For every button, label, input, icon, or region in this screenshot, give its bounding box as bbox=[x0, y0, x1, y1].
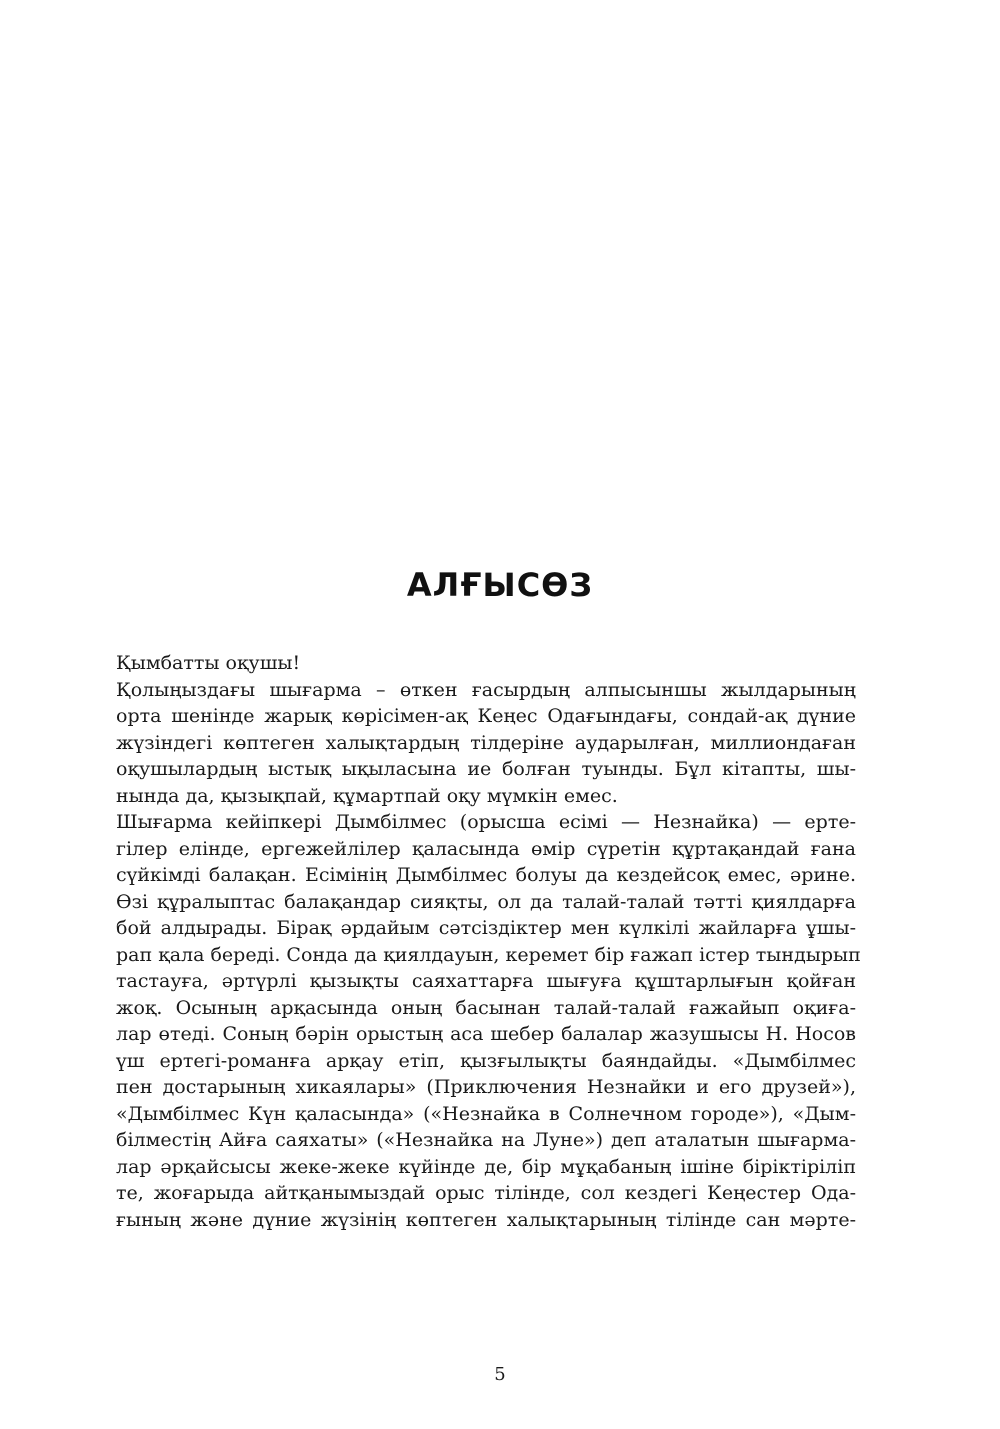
text-line: гілер елінде, ергежейлілер қаласында өмір сүретін құртақандай ғана bbox=[116, 837, 856, 860]
body-text bbox=[116, 650, 861, 1233]
text-line: лар өтеді. Соның бәрін орыстың аса шебер балалар жазушысы Н. Носов bbox=[116, 1023, 856, 1045]
text-line: «Дымбілмес Күн қаласында» («Незнайка в Солнечном городе»), «Дым- bbox=[116, 1102, 856, 1125]
text-line: рап қала береді. Сонда да қиялдауын, керемет бір ғажап істер тындырып bbox=[116, 943, 861, 966]
text-line: жоқ. Осының арқасында оның басынан талай-талай ғажайып оқиға- bbox=[116, 996, 856, 1019]
text-line: білместің Айға саяхаты» («Незнайка на Луне») деп аталатын шығарма- bbox=[116, 1129, 856, 1151]
text-line: те, жоғарыда айтқанымыздай орыс тілінде, сол кездегі Кеңестер Ода- bbox=[116, 1182, 856, 1204]
text-line: тастауға, әртүрлі қызықты саяхаттарға шығуға құштарлығын қойған bbox=[116, 970, 856, 992]
page-number: 5 bbox=[494, 1364, 506, 1385]
text-line: лар әрқайсысы жеке-жеке күйінде де, бір мұқабаның ішіне біріктіріліп bbox=[116, 1155, 856, 1178]
text-line: Өзі құралыптас балақандар сияқты, ол да талай-талай тәтті қиялдарға bbox=[116, 890, 856, 913]
page-title: АЛҒЫСӨЗ bbox=[406, 566, 594, 604]
text-line: бой алдырады. Бірақ әрдайым сәтсіздіктер мен күлкілі жайларға ұшы- bbox=[116, 917, 856, 939]
text-line: ғының және дүние жүзінің көптеген халықтарының тілінде сан мәрте- bbox=[116, 1208, 856, 1231]
text-line: үш ертегі-романға арқау етіп, қызғылықты баяндайды. «Дымбілмес bbox=[116, 1049, 856, 1072]
text-line: нында да, қызықпай, құмартпай оқу мүмкін емес. bbox=[116, 784, 618, 807]
text-line: Қолыңыздағы шығарма – өткен ғасырдың алпысыншы жылдарының bbox=[116, 678, 856, 701]
text-line: орта шенінде жарық көрісімен-ақ Кеңес Одағындағы, сондай-ақ дүние bbox=[116, 705, 856, 727]
text-line-greeting: Қымбатты оқушы! bbox=[116, 652, 301, 674]
text-line: пен достарының хикаялары» (Приключения Незнайки и его друзей»), bbox=[116, 1076, 856, 1098]
text-line: Шығарма кейіпкері Дымбілмес (орысша есімі — Незнайка) — ерте- bbox=[116, 811, 856, 833]
text-line: жүзіндегі көптеген халықтардың тілдеріне аударылған, миллиондаған bbox=[116, 731, 856, 754]
text-line: оқушылардың ыстық ықыласына ие болған туынды. Бұл кітапты, шы- bbox=[116, 758, 856, 780]
text-line: сүйкімді балақан. Есімінің Дымбілмес болуы да кездейсоқ емес, әрине. bbox=[116, 864, 856, 886]
